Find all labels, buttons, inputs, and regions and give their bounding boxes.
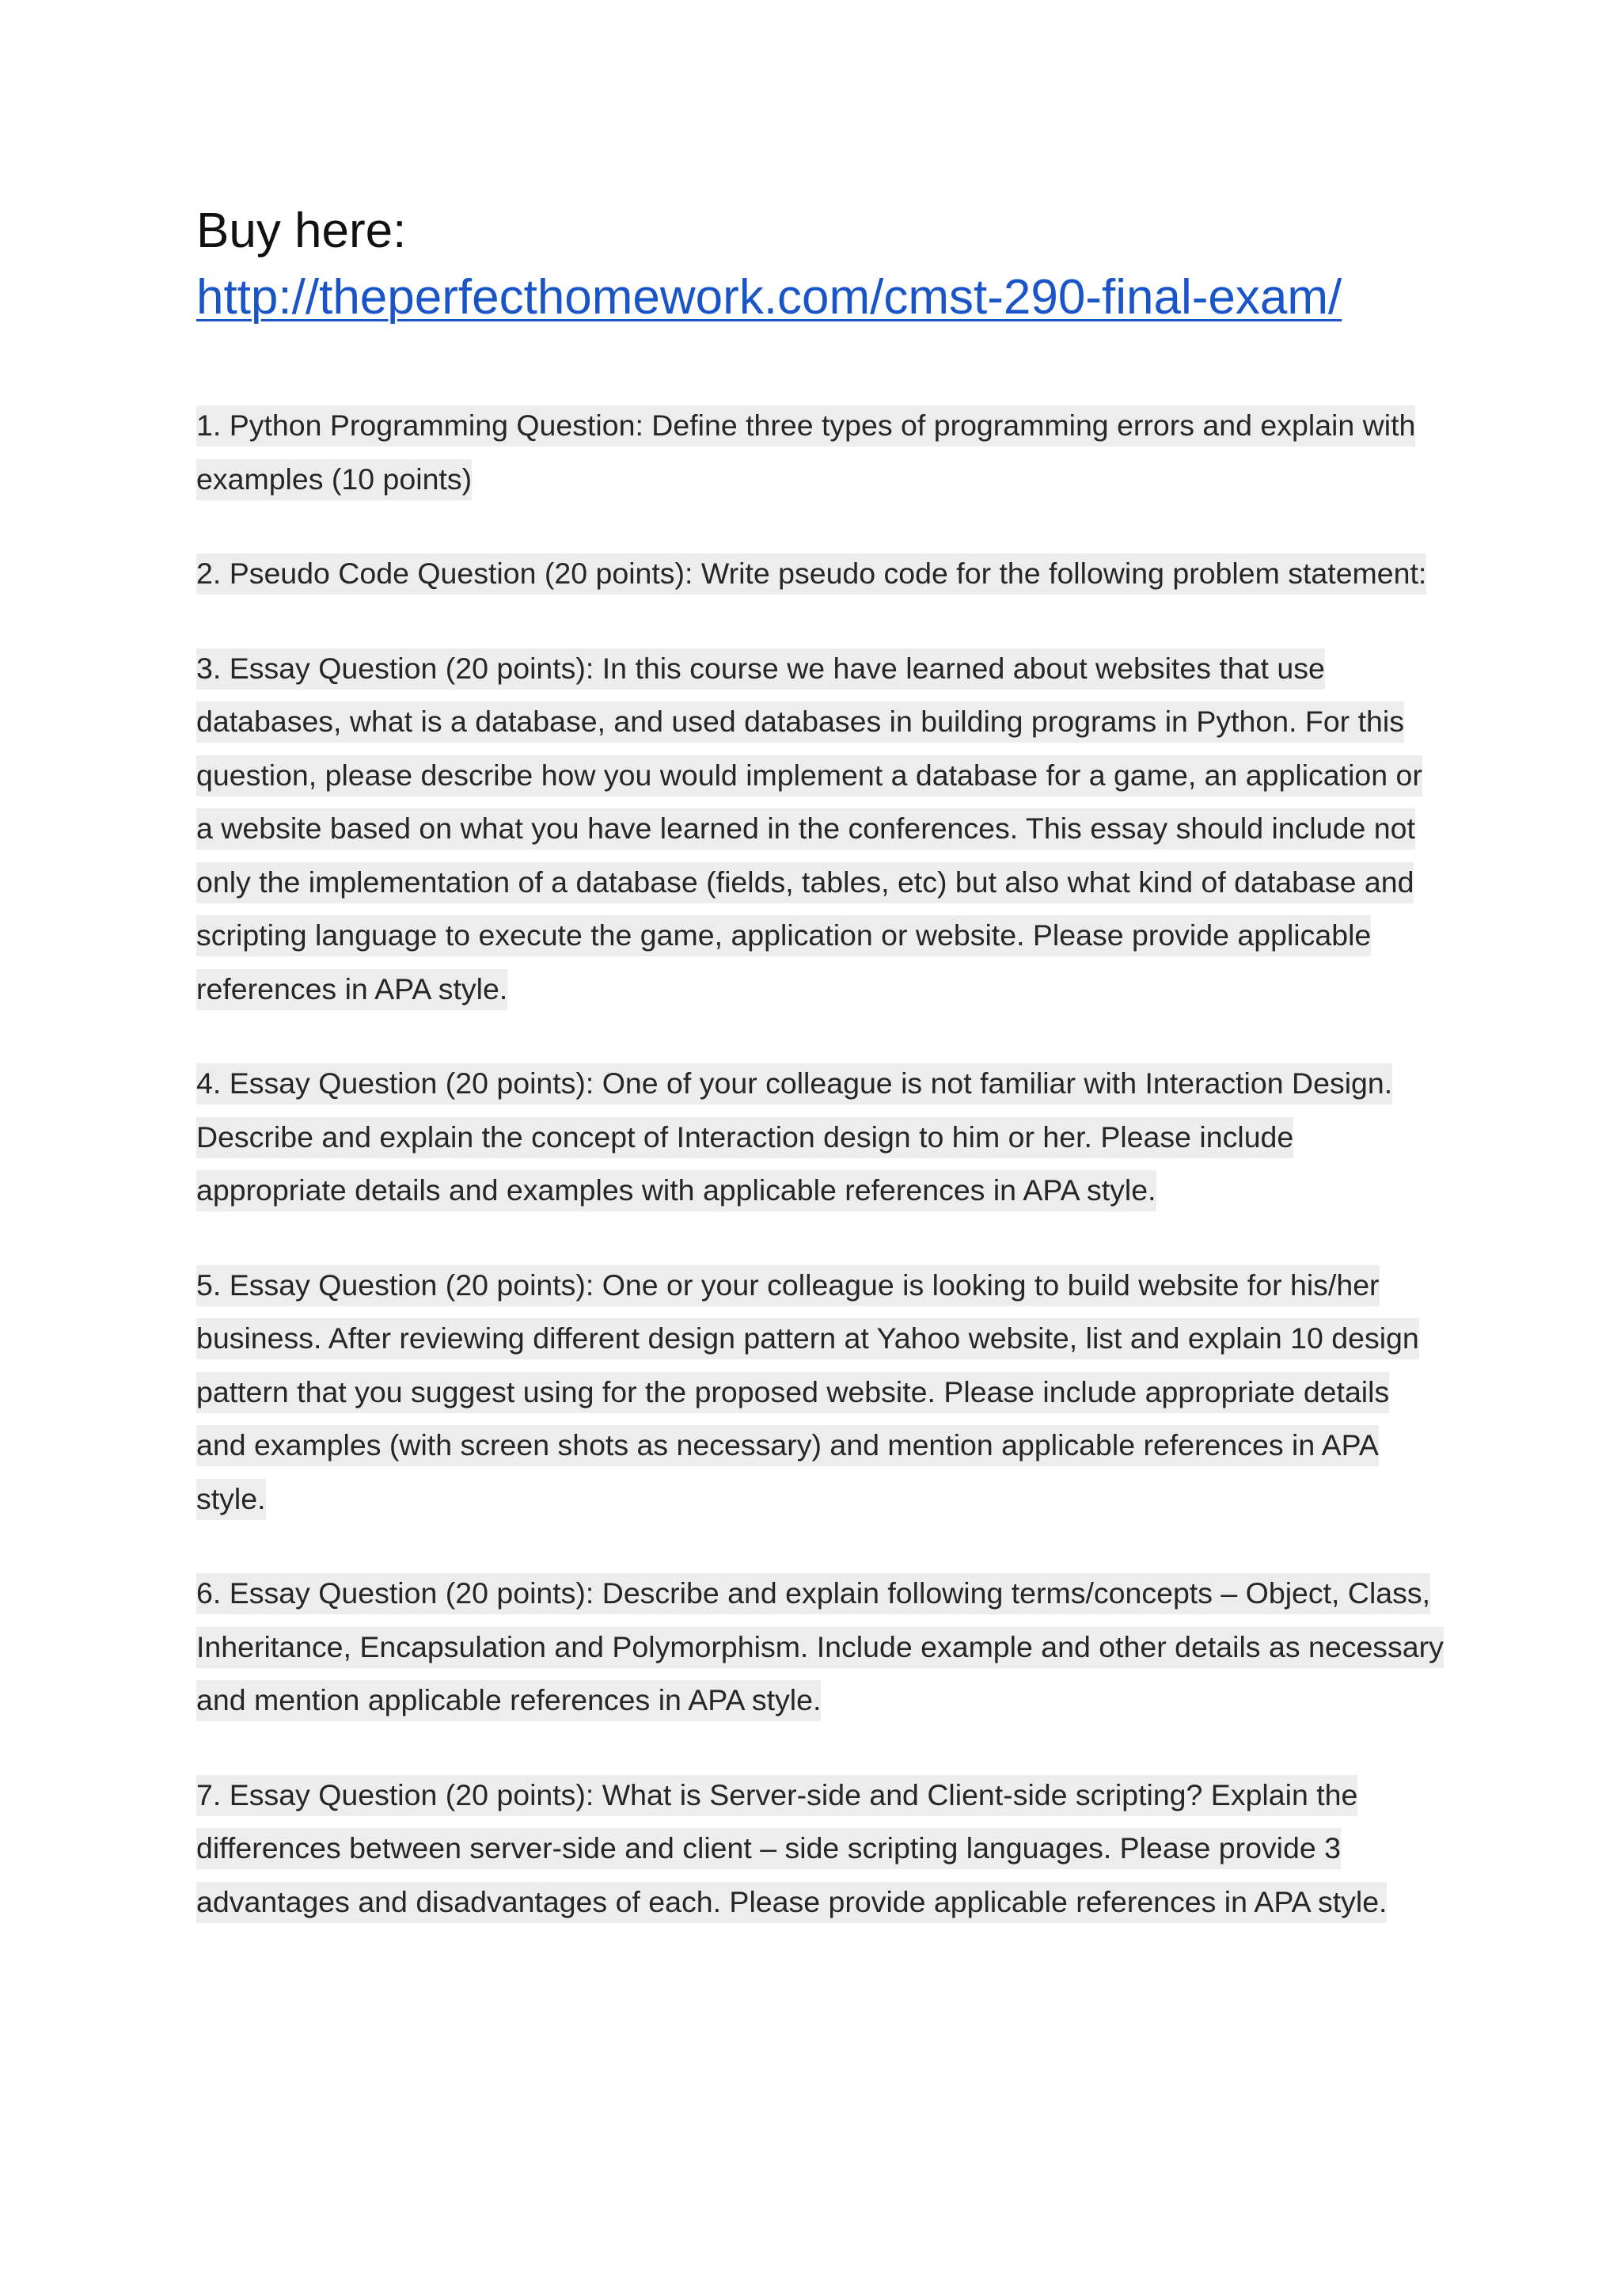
question-6 [196, 1567, 1447, 1728]
question-6-text: 6. Essay Question (20 points): Describe and explain following terms/concepts – Object, Class, Inheritance, Encapsulation and Polymorphism. Include example and other details as necessary and mention applicable references in APA style. [196, 1573, 1444, 1721]
question-5 [196, 1259, 1447, 1526]
buy-heading [196, 198, 1447, 331]
question-3-text: 3. Essay Question (20 points): In this course we have learned about websites that use databases, what is a database, and used databases in building programs in Python. For this question, please describe how you would implement a database for a game, an application or a website based on what you have learned in the conferences. This essay should include not only the implementation of a database (fields, tables, etc) but also what kind of database and scripting language to execute the game, application or website. Please provide applicable references in APA style. [196, 648, 1422, 1010]
question-4-text: 4. Essay Question (20 points): One of your colleague is not familiar with Interaction Design. Describe and explain the concept of Interaction design to him or her. Please include appropriate details and examples with applicable references in APA style. [196, 1063, 1392, 1211]
question-2 [196, 547, 1447, 601]
question-7-text: 7. Essay Question (20 points): What is Server-side and Client-side scripting? Explain the differences between server-side and client – side scripting languages. Please provide 3 advantages and disadvantages of each. Please provide applicable references in APA style. [196, 1775, 1387, 1923]
question-3 [196, 642, 1447, 1017]
question-4 [196, 1057, 1447, 1218]
question-5-text: 5. Essay Question (20 points): One or your colleague is looking to build website for his/her business. After reviewing different design pattern at Yahoo website, list and explain 10 design pattern that you suggest using for the proposed website. Please include appropriate details and examples (with screen shots as necessary) and mention applicable references in APA style. [196, 1265, 1419, 1520]
question-1 [196, 399, 1447, 506]
question-2-text: 2. Pseudo Code Question (20 points): Write pseudo code for the following problem statement: [196, 553, 1426, 595]
question-1-text: 1. Python Programming Question: Define three types of programming errors and explain with examples (10 points) [196, 405, 1415, 500]
question-7 [196, 1769, 1447, 1929]
buy-label: Buy here: [196, 203, 407, 258]
product-link[interactable]: http://theperfecthomework.com/cmst-290-final-exam/ [196, 270, 1342, 325]
question-list [196, 399, 1447, 1970]
